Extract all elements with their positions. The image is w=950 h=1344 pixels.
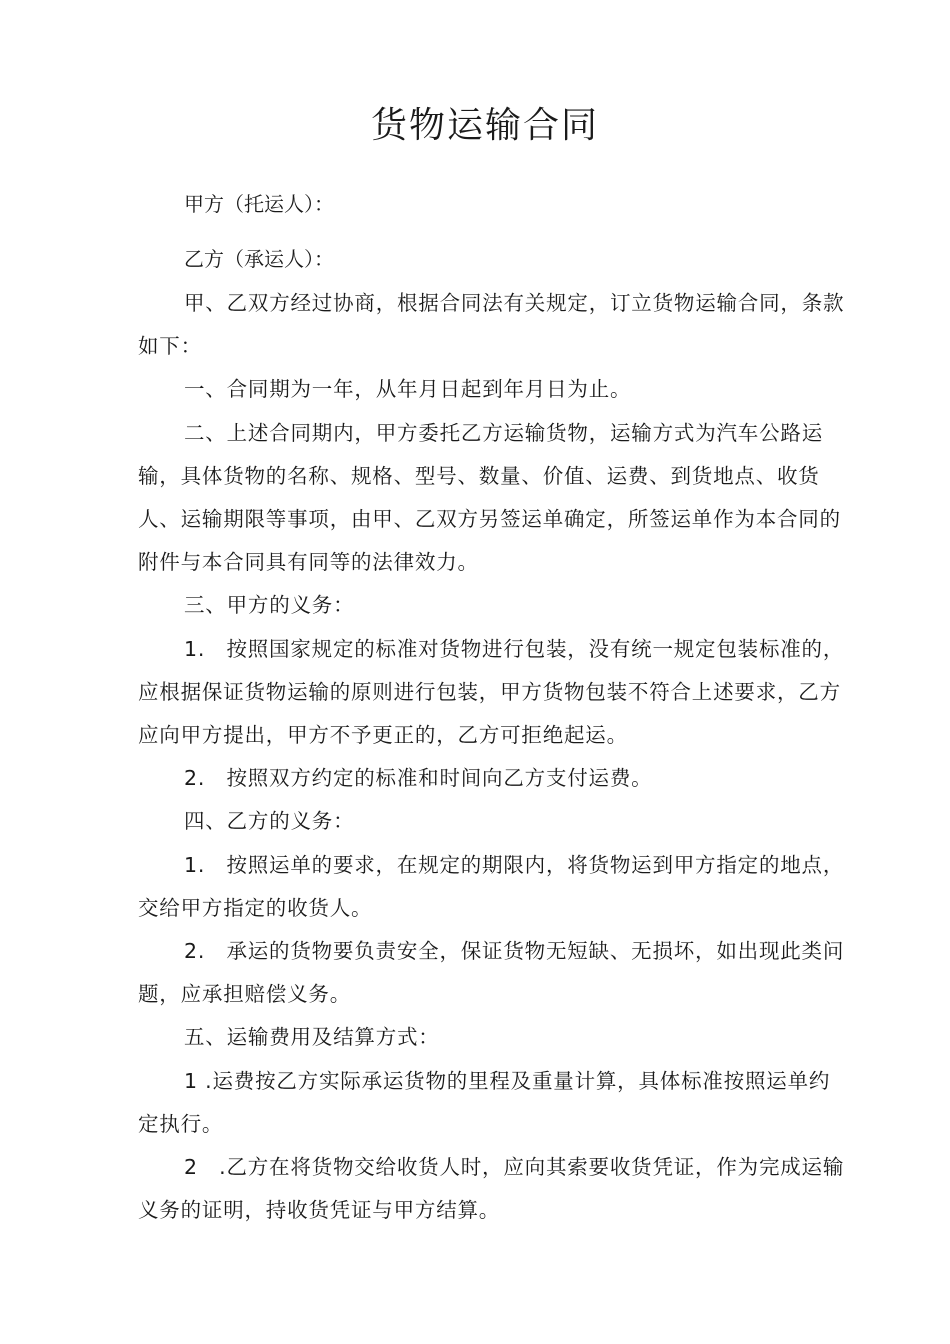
paragraph-preamble: 甲、乙双方经过协商，根据合同法有关规定，订立货物运输合同，条款如下： bbox=[138, 291, 845, 359]
paragraph-clause-3-item-1: 1. 按照国家规定的标准对货物进行包装，没有统一规定包装标准的，应根据保证货物运输的原则进行包装，甲方货物包装不符合上述要求，乙方应向甲方提出，甲方不予更正的，乙方可拒绝起运。 bbox=[138, 636, 845, 748]
paragraph-clause-1: 一、合同期为一年，从年月日起到年月日为止。 bbox=[184, 377, 632, 402]
party-a-line: 甲方（托运人）： bbox=[184, 192, 334, 216]
party-b-line: 乙方（承运人）： bbox=[184, 247, 334, 271]
paragraph-clause-3-heading: 三、甲方的义务： bbox=[184, 593, 355, 618]
contract-body bbox=[138, 282, 850, 1232]
paragraph-clause-4-item-2: 2. 承运的货物要负责安全，保证货物无短缺、无损坏，如出现此类问题，应承担赔偿义务。 bbox=[138, 939, 845, 1007]
paragraph-clause-5-heading: 五、运输费用及结算方式： bbox=[184, 1025, 440, 1050]
paragraph-clause-5-item-2: 2 .乙方在将货物交给收货人时，应向其索要收货凭证，作为完成运输义务的证明，持收货凭证与甲方结算。 bbox=[138, 1155, 845, 1223]
paragraph-clause-4-item-1: 1. 按照运单的要求，在规定的期限内，将货物运到甲方指定的地点，交给甲方指定的收货人。 bbox=[138, 852, 845, 920]
paragraph-clause-2: 二、上述合同期内，甲方委托乙方运输货物，运输方式为汽车公路运输，具体货物的名称、规格、型号、数量、价值、运费、到货地点、收货人、运输期限等事项，由甲、乙双方另签运单确定，所签运单作为本合同的附件与本合同具有同等的法律效力。 bbox=[138, 420, 841, 575]
document-title: 货物运输合同 bbox=[370, 105, 599, 146]
paragraph-clause-5-item-1: 1 .运费按乙方实际承运货物的里程及重量计算，具体标准按照运单约定执行。 bbox=[138, 1068, 831, 1136]
paragraph-clause-4-heading: 四、乙方的义务： bbox=[184, 809, 355, 834]
paragraph-clause-3-item-2: 2. 按照双方约定的标准和时间向乙方支付运费。 bbox=[184, 766, 653, 791]
